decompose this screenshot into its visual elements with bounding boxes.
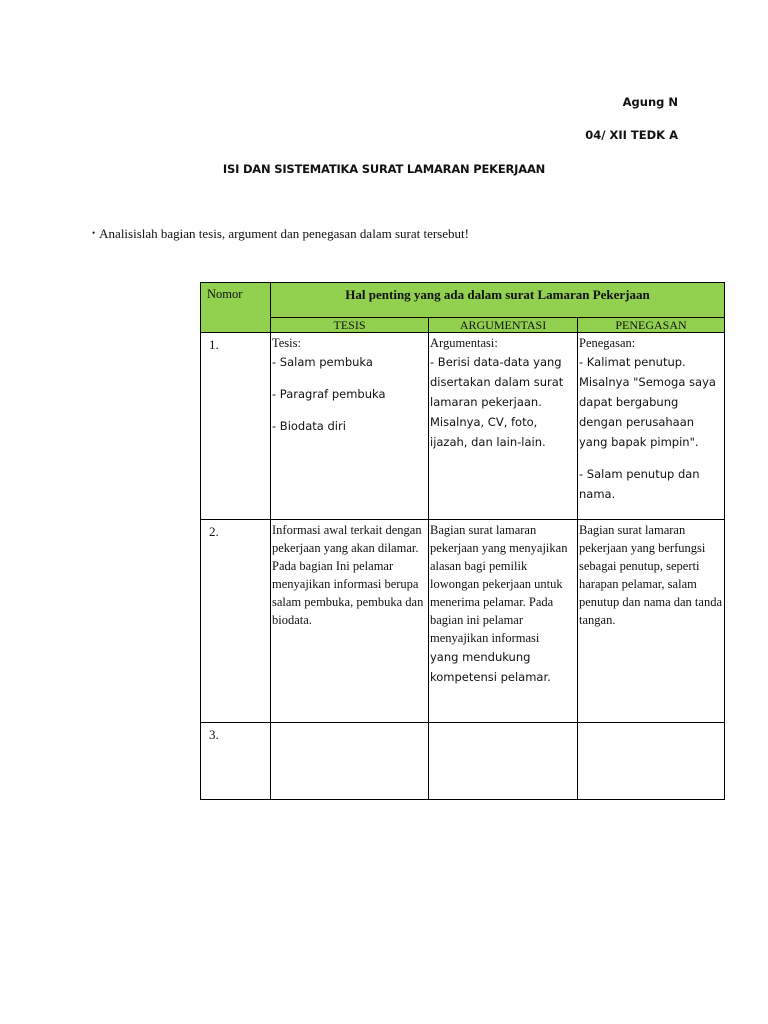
cell-argumentasi — [429, 723, 578, 800]
cell-tesis — [271, 520, 429, 723]
penegasan-item: - Kalimat penutup. Misalnya "Semoga saya dapat bergabung dengan perusahaan yang bapak pimpin". — [579, 355, 716, 449]
instruction — [92, 226, 469, 242]
author-name: Agung N — [622, 95, 678, 109]
analysis-table — [200, 282, 725, 800]
table-row — [201, 333, 725, 520]
header-penegasan: PENEGASAN — [578, 318, 725, 333]
row-number: 2. — [201, 520, 271, 723]
penegasan-item: - Salam penutup dan nama. — [579, 467, 700, 501]
tesis-item: - Salam pembuka — [272, 355, 373, 369]
tesis-item: - Paragraf pembuka — [272, 387, 386, 401]
penegasan-label: Penegasan: — [579, 336, 636, 350]
class-label: 04/ XII TEDK A — [585, 128, 678, 142]
table-row — [201, 723, 725, 800]
argumentasi-text: Bagian surat lamaran pekerjaan yang menyajikan alasan bagi pemilik lowongan pekerjaan untuk menerima pelamar. Pada bagian ini pelamar menyajikan informasi — [430, 523, 568, 645]
document-title: ISI DAN SISTEMATIKA SURAT LAMARAN PEKERJAAN — [222, 162, 546, 176]
cell-tesis — [271, 723, 429, 800]
cell-argumentasi — [429, 333, 578, 520]
tesis-text: Informasi awal terkait dengan pekerjaan yang akan dilamar. Pada bagian Ini pelamar menyajikan informasi berupa salam pembuka, pembuka dan biodata. — [272, 523, 424, 627]
cell-penegasan — [578, 723, 725, 800]
cell-penegasan — [578, 333, 725, 520]
row-number: 1. — [201, 333, 271, 520]
tesis-item: - Biodata diri — [272, 419, 346, 433]
header-main: Hal penting yang ada dalam surat Lamaran Pekerjaan — [271, 283, 725, 318]
argumentasi-bold-text: yang mendukung kompetensi pelamar. — [430, 650, 551, 684]
header-argumentasi: ARGUMENTASI — [429, 318, 578, 333]
penegasan-text: Bagian surat lamaran pekerjaan yang berfungsi sebagai penutup, seperti harapan pelamar, salam penutup dan nama dan tanda tangan. — [579, 523, 723, 627]
argumentasi-label: Argumentasi: — [430, 336, 498, 350]
table-row — [201, 520, 725, 723]
cell-tesis — [271, 333, 429, 520]
header-nomor: Nomor — [201, 283, 271, 333]
cell-penegasan — [578, 520, 725, 723]
row-number: 3. — [201, 723, 271, 800]
argumentasi-text: - Berisi data-data yang disertakan dalam surat lamaran pekerjaan. Misalnya, CV, foto, ijazah, dan lain-lain. — [430, 355, 564, 449]
cell-argumentasi — [429, 520, 578, 723]
bullet-icon: • — [92, 228, 96, 238]
header-tesis: TESIS — [271, 318, 429, 333]
instruction-text: Analisislah bagian tesis, argument dan penegasan dalam surat tersebut! — [99, 226, 469, 241]
tesis-label: Tesis: — [272, 336, 301, 350]
